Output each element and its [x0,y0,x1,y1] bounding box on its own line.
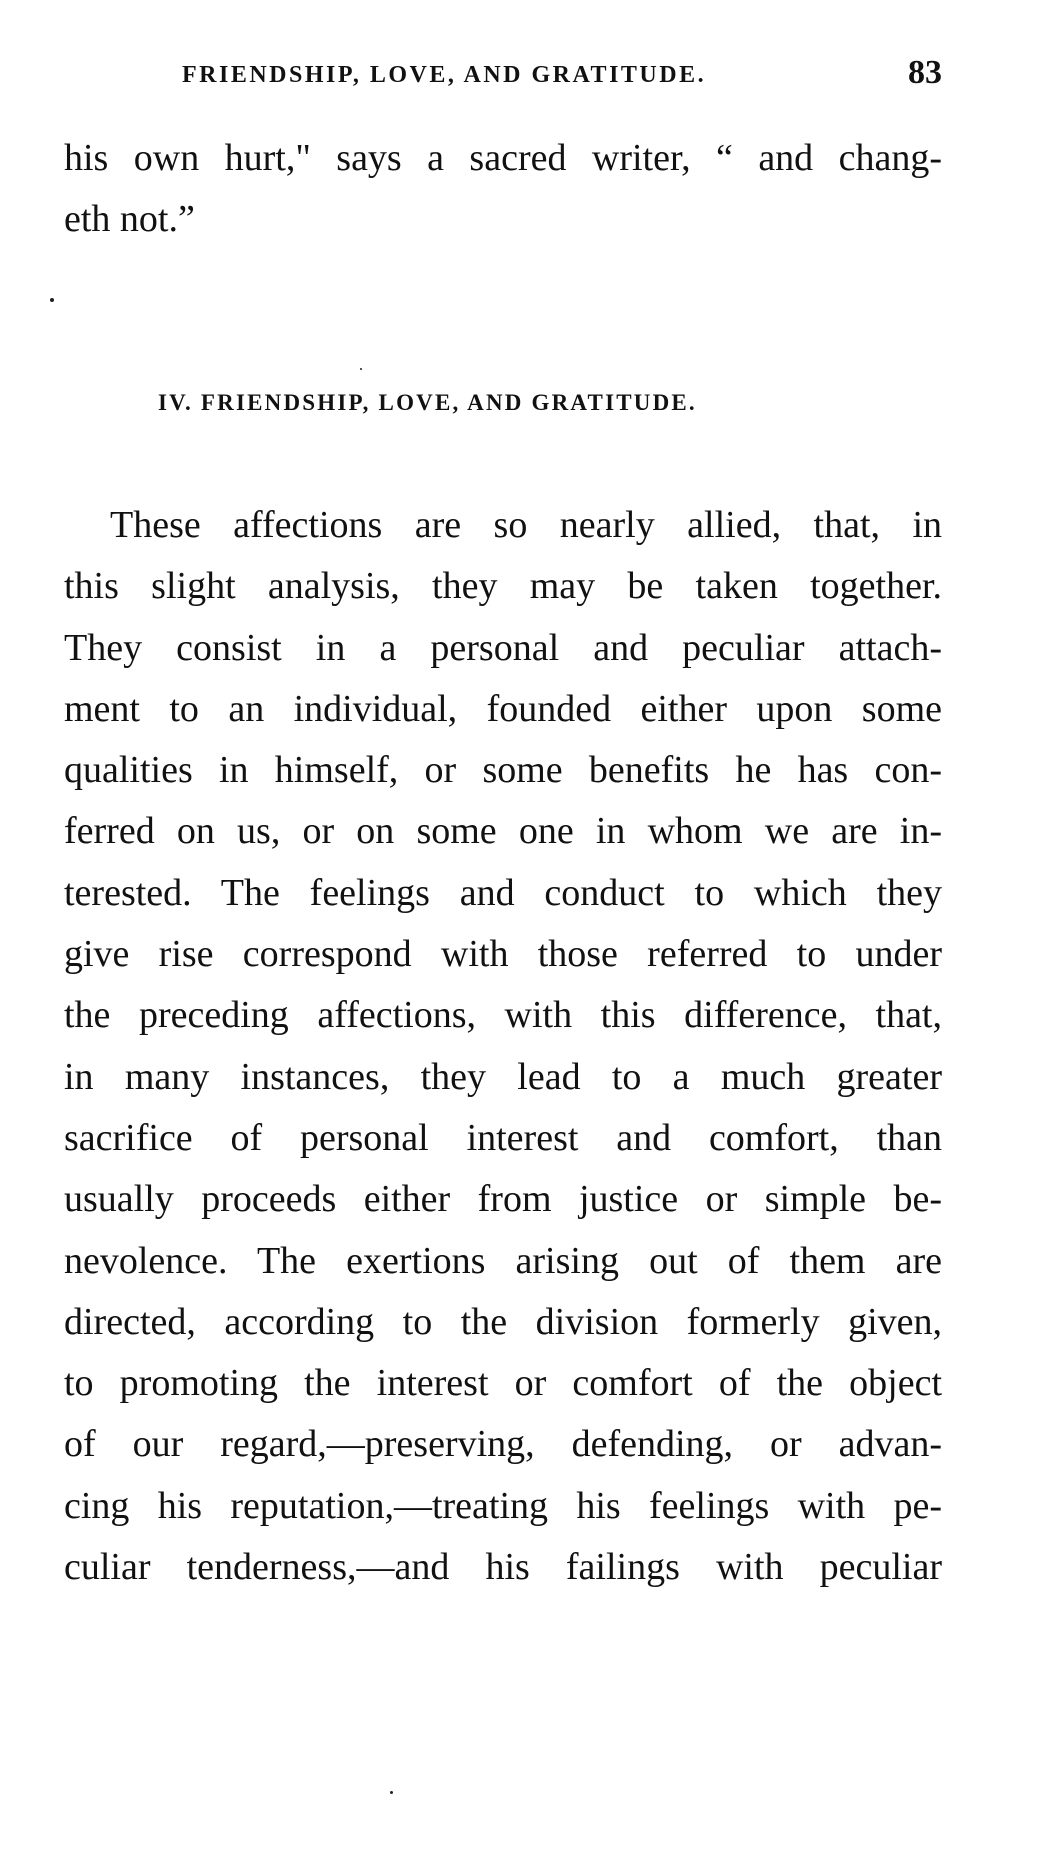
text-line: cing his reputation,—treating his feelings with pe- [64,1484,942,1527]
text-line: this slight analysis, they may be taken together. [64,565,942,608]
text-line: culiar tenderness,—and his failings with peculiar [64,1546,942,1589]
ink-speck [50,298,54,302]
text-line: usually proceeds either from justice or simple be- [64,1178,942,1221]
text-line: to promoting the interest or comfort of the object [64,1362,942,1405]
ink-speck [390,1791,393,1794]
text-line: sacrifice of personal interest and comfort, than [64,1116,942,1159]
section-heading: IV. FRIENDSHIP, LOVE, AND GRATITUDE. [158,390,697,415]
text-line: in many instances, they lead to a much greater [64,1055,942,1098]
text-line: qualities in himself, or some benefits he has con- [64,749,942,792]
section-paragraph [64,495,942,1598]
text-line: These affections are so nearly allied, that, in [110,504,942,546]
ink-speck [360,368,362,370]
text-line: nevolence. The exertions arising out of them are [64,1239,942,1282]
text-line: They consist in a personal and peculiar attach- [64,626,942,669]
continuation-paragraph [64,128,942,250]
text-line: ferred on us, or on some one in whom we are in- [64,810,942,853]
text-line: give rise correspond with those referred to under [64,933,942,976]
text-line: of our regard,—preserving, defending, or advan- [64,1423,942,1466]
text-line: his own hurt," says a sacred writer, “ and chang- [64,137,942,179]
text-line: directed, according to the division formerly given, [64,1300,942,1343]
text-line: terested. The feelings and conduct to which they [64,871,942,914]
running-head [182,54,942,94]
text-line: ment to an individual, founded either upon some [64,687,942,730]
page-number: 83 [908,54,942,91]
text-line: eth not.” [64,198,195,240]
text-line: the preceding affections, with this difference, that, [64,994,942,1037]
running-title: FRIENDSHIP, LOVE, AND GRATITUDE. [182,62,707,88]
